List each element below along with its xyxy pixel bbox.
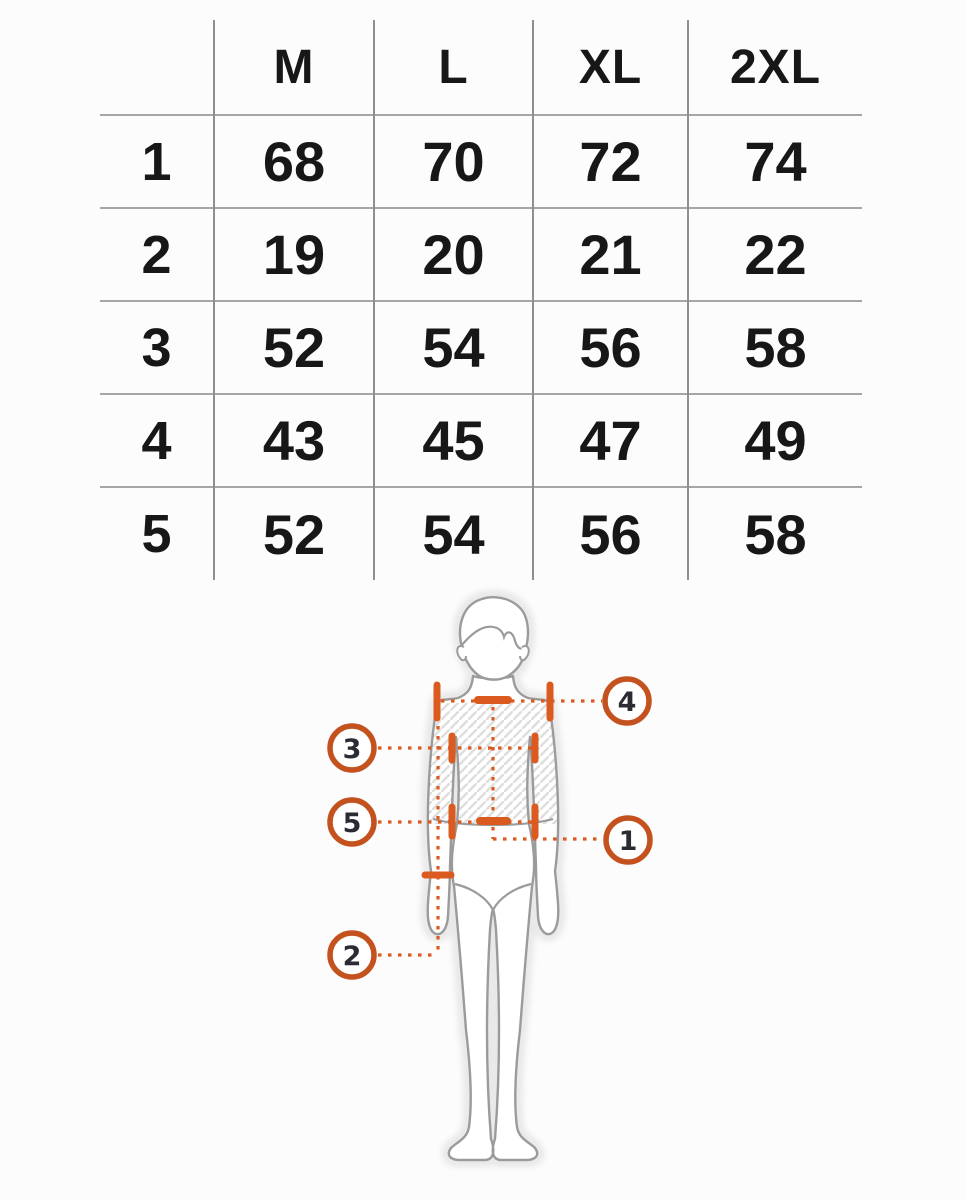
table-cell: 20: [374, 208, 533, 301]
table-cell: 52: [214, 487, 374, 580]
table-cell: 47: [533, 394, 688, 487]
col-header-m: M: [214, 20, 374, 115]
table-cell: 45: [374, 394, 533, 487]
marker-3-number: 3: [342, 734, 362, 765]
row-label: 3: [100, 301, 214, 394]
table-cell: 74: [688, 115, 862, 208]
col-header-2xl: 2XL: [729, 40, 822, 94]
head-outline: [460, 597, 528, 679]
table-cell: 68: [214, 115, 374, 208]
marker-4-number: 4: [617, 687, 637, 718]
row-label: 2: [100, 208, 214, 301]
row-label: 5: [100, 487, 214, 580]
table-cell: 19: [214, 208, 374, 301]
table-cell: 54: [374, 301, 533, 394]
marker-1-number: 1: [618, 826, 638, 857]
table-cell: 43: [214, 394, 374, 487]
row-label: 1: [100, 115, 214, 208]
table-cell: 70: [374, 115, 533, 208]
table-cell: 49: [688, 394, 862, 487]
marker-2-number: 2: [342, 941, 362, 972]
table-cell: 72: [533, 115, 688, 208]
table-cell: 56: [533, 487, 688, 580]
marker-5-number: 5: [342, 808, 362, 839]
row-label: 4: [100, 394, 214, 487]
table-cell: 58: [688, 301, 862, 394]
table-cell: 52: [214, 301, 374, 394]
torso-hatch: [418, 703, 570, 824]
table-cell: 56: [533, 301, 688, 394]
table-cell: 58: [688, 487, 862, 580]
col-header-xl: XL: [533, 20, 688, 115]
table-cell: 54: [374, 487, 533, 580]
table-cell: 22: [688, 208, 862, 301]
table-cell: 21: [533, 208, 688, 301]
col-header-l: L: [374, 20, 533, 115]
